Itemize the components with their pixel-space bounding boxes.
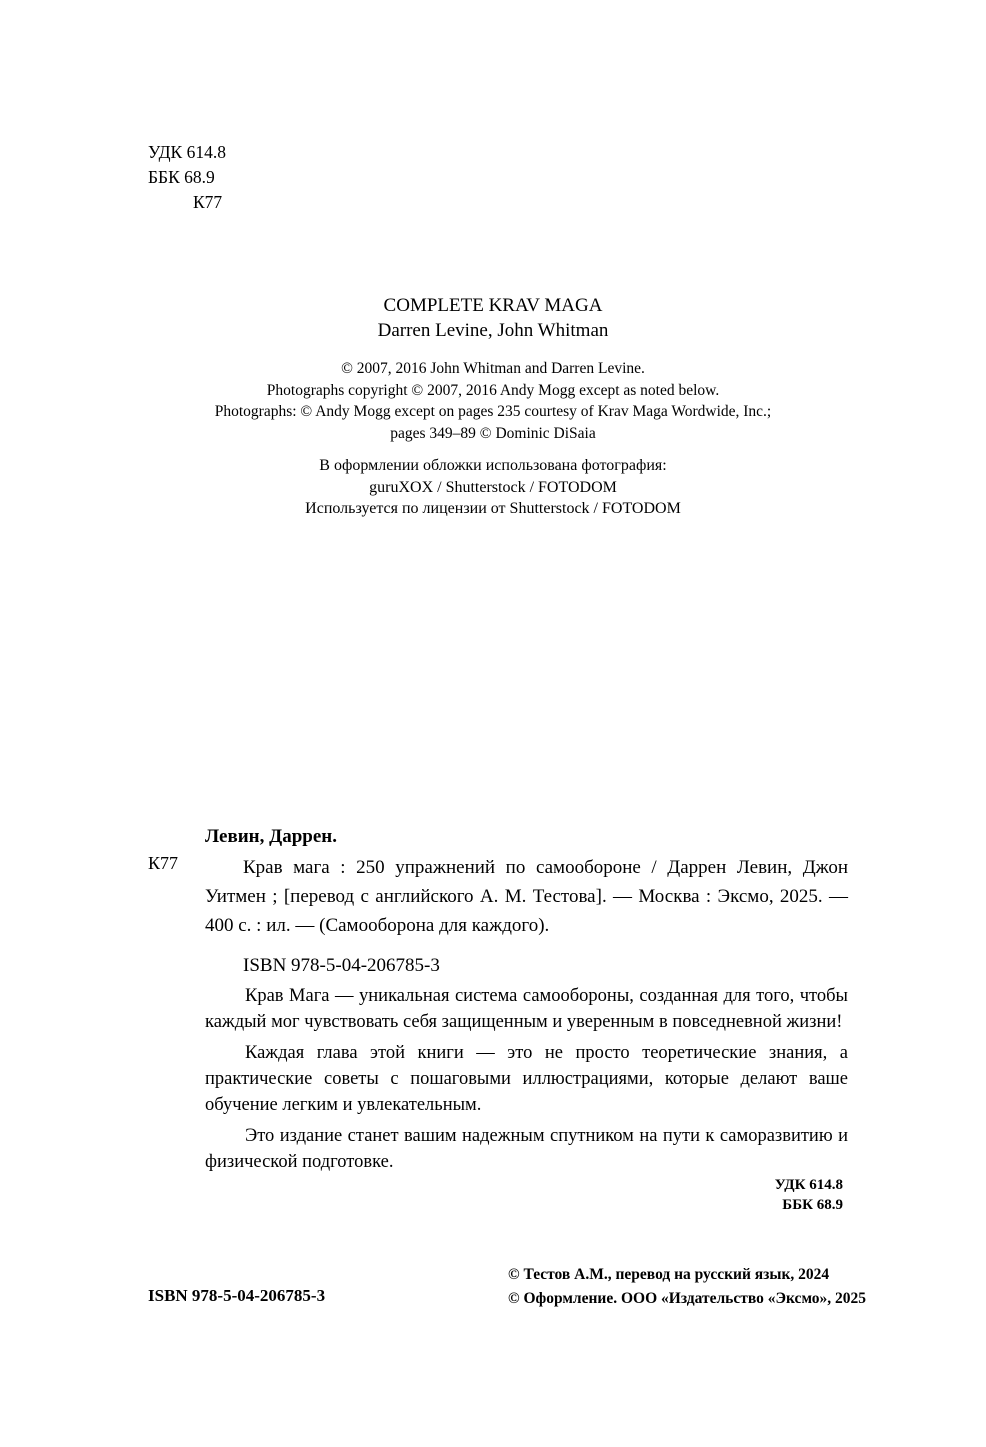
original-title-block [0, 293, 986, 343]
footer-isbn: ISBN 978-5-04-206785-3 [148, 1286, 326, 1305]
copyright-line: Photographs: © Andy Mogg except on pages 235 courtesy of Krav Maga Wordwide, Inc.; [214, 403, 772, 420]
original-authors: Darren Levine, John Whitman [377, 320, 609, 341]
classification-codes-bottom [775, 1175, 843, 1215]
bib-author-heading: Левин, Даррен. [205, 826, 337, 847]
copyright-line: Photographs copyright © 2007, 2016 Andy Mogg except as noted below. [266, 381, 720, 399]
classification-codes-top [148, 140, 226, 215]
footer-copyright-line: © Тестов А.М., перевод на русский язык, 2024 [508, 1266, 830, 1283]
original-title: COMPLETE KRAV MAGA [383, 295, 603, 316]
copyright-line: © 2007, 2016 John Whitman and Darren Levine. [341, 360, 645, 377]
cover-credit-line: В оформлении обложки использована фотография: [319, 457, 667, 474]
copyright-line: pages 349–89 © Dominic DiSaia [390, 424, 596, 442]
bibliographic-record [148, 822, 848, 1175]
footer-copyright-block [508, 1263, 866, 1311]
annotation-paragraph: Это издание станет вашим надежным спутником на пути к саморазвитию и физической подготовке. [205, 1126, 848, 1172]
cover-credit-block [0, 455, 986, 520]
cover-credit-line: guruXOX / Shutterstock / FOTODOM [369, 478, 617, 496]
udk-code-bottom: УДК 614.8 [774, 1177, 843, 1193]
bbk-code-bottom: ББК 68.9 [782, 1197, 843, 1213]
footer-copyright-line: © Оформление. ООО «Издательство «Эксмо», 2025 [508, 1290, 867, 1307]
bbk-code-top: ББК 68.9 [148, 167, 215, 187]
copyright-block [0, 358, 986, 444]
udk-code-top: УДК 614.8 [148, 142, 226, 162]
cover-credit-line: Используется по лицензии от Shutterstock / FOTODOM [305, 500, 681, 517]
author-sign-code-top: К77 [193, 192, 223, 212]
annotation-paragraph: Каждая глава этой книги — это не просто теоретические знания, а практические советы с пошаговыми иллюстрациями, которые делают ваше обучение легким и увлекательным. [205, 1043, 848, 1115]
annotation-paragraph: Крав Мага — уникальная система самообороны, созданная для того, чтобы каждый мог чувствовать себя защищенным и уверенным в повседневной жизни! [205, 986, 848, 1032]
bib-description: Крав мага : 250 упражнений по самообороне / Даррен Левин, Джон Уитмен ; [перевод с английского А. М. Тестова]. — Москва : Эксмо, 2025. — 400 с. : ил. — (Самооборона для каждого). [205, 857, 848, 936]
isbn-line: ISBN 978-5-04-206785-3 [243, 955, 440, 976]
author-sign-code-margin: К77 [148, 853, 179, 873]
